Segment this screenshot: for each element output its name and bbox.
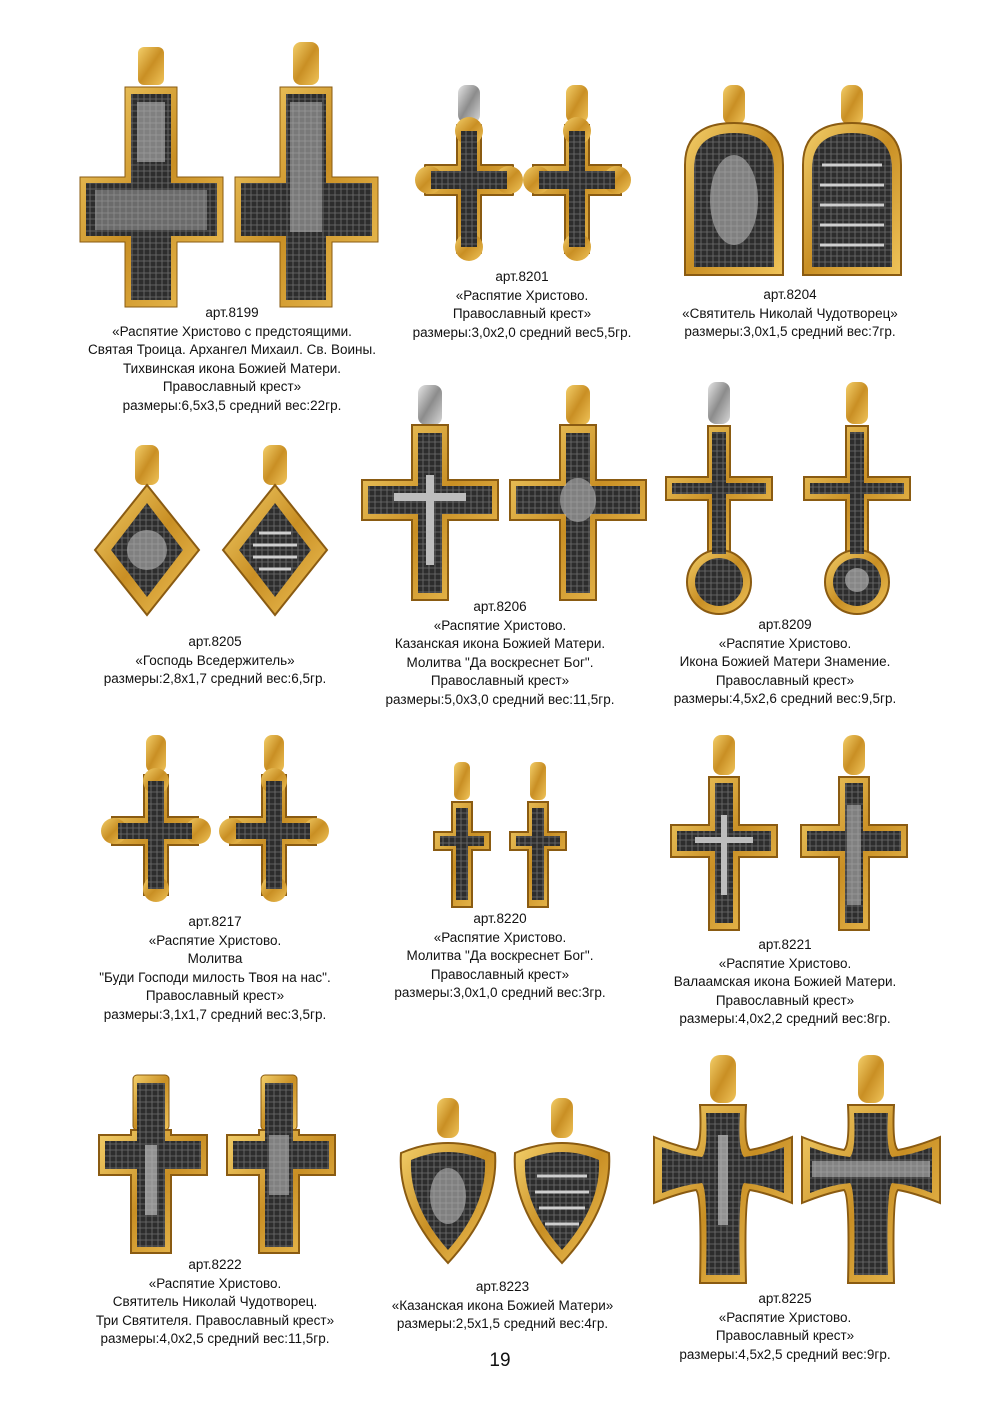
caption-8209: арт.8209 «Распятие Христово. Икона Божией Матери Знамение. Православный крест» размеры:4,5х2,6 средний вес:9,5гр. xyxy=(655,616,915,709)
article-number: арт.8206 xyxy=(473,599,527,614)
article-number: арт.8205 xyxy=(188,634,242,649)
pendant-pair-8201 xyxy=(415,85,630,265)
page-number: 19 xyxy=(489,1350,511,1371)
caption-8199: арт.8199 «Распятие Христово с предстоящими. Святая Троица. Архангел Михаил. Св. Воины. Тихвинская икона Божией Матери. Православный крест» размеры:6,5х3,5 средний вес:22гр. xyxy=(62,304,402,416)
size-weight: размеры:4,0х2,5 средний вес:11,5гр. xyxy=(100,1331,330,1347)
article-number: арт.8209 xyxy=(758,617,812,632)
cross-pendant-icon xyxy=(75,42,395,312)
caption-8217: арт.8217 «Распятие Христово. Молитва "Буди Господи милость Твоя на нас". Православный крест» размеры:3,1х1,7 средний вес:3,5гр. xyxy=(80,913,350,1025)
size-weight: размеры:3,0х1,5 средний вес:7гр. xyxy=(684,324,896,340)
caption-8206: арт.8206 «Распятие Христово. Казанская икона Божией Матери. Молитва "Да воскреснет Бог". Православный крест» размеры:5,0х3,0 средний вес:11,5гр. xyxy=(365,598,635,710)
article-number: арт.8220 xyxy=(473,911,527,926)
size-weight: размеры:3,0х1,0 средний вес:3гр. xyxy=(394,985,606,1001)
caption-8223: арт.8223 «Казанская икона Божией Матери» размеры:2,5х1,5 средний вес:4гр. xyxy=(375,1278,630,1334)
article-number: арт.8221 xyxy=(758,937,812,952)
article-number: арт.8199 xyxy=(205,305,259,320)
size-weight: размеры:6,5х3,5 средний вес:22гр. xyxy=(122,397,342,413)
caption-8220: арт.8220 «Распятие Христово. Молитва "Да воскреснет Бог". Православный крест» размеры:3,0х1,0 средний вес:3гр. xyxy=(375,910,625,1003)
size-weight: размеры:4,0х2,2 средний вес:8гр. xyxy=(679,1011,891,1027)
size-weight: размеры:3,0х2,0 средний вес5,5гр. xyxy=(412,324,632,340)
cross-medallion-pendant-icon xyxy=(660,382,920,622)
caption-8201: арт.8201 «Распятие Христово. Православный крест» размеры:3,0х2,0 средний вес5,5гр. xyxy=(392,268,652,342)
size-weight: размеры:5,0х3,0 средний вес:11,5гр. xyxy=(385,691,615,707)
flared-cross-pendant-icon xyxy=(652,1055,952,1285)
article-number: арт.8223 xyxy=(475,1279,530,1294)
caption-8225: арт.8225 «Распятие Христово. Православный крест» размеры:4,5х2,5 средний вес:9гр. xyxy=(655,1290,915,1364)
diamond-icon-pendant-icon xyxy=(95,445,335,620)
article-number: арт.8204 xyxy=(763,287,817,302)
pendant-pair-8222 xyxy=(95,1075,345,1255)
size-weight: размеры:2,5х1,5 средний вес:4гр. xyxy=(396,1316,609,1332)
pendant-pair-8221 xyxy=(665,735,915,935)
pendant-pair-8205 xyxy=(95,445,335,620)
arched-icon-pendant-icon xyxy=(680,85,910,285)
article-number: арт.8225 xyxy=(758,1291,812,1306)
trefoil-cross-pendant-icon xyxy=(415,85,630,265)
trefoil-cross-pendant-icon xyxy=(100,735,340,905)
narrow-cross-pendant-icon xyxy=(428,762,578,912)
article-number: арт.8222 xyxy=(188,1257,242,1272)
caption-8204: арт.8204 «Святитель Николай Чудотворец» размеры:3,0х1,5 средний вес:7гр. xyxy=(660,286,920,342)
size-weight: размеры:3,1х1,7 средний вес:3,5гр. xyxy=(103,1006,327,1022)
size-weight: размеры:4,5х2,5 средний вес:9гр. xyxy=(679,1346,891,1362)
pendant-pair-8217 xyxy=(100,735,340,905)
caption-8221: арт.8221 «Распятие Христово. Валаамская икона Божией Матери. Православный крест» размеры:4,0х2,2 средний вес:8гр. xyxy=(655,936,915,1029)
pendant-pair-8199 xyxy=(75,42,395,312)
pendant-pair-8209 xyxy=(660,382,920,622)
caption-8205: арт.8205 «Господь Вседержитель» размеры:2,8х1,7 средний вес:6,5гр. xyxy=(85,633,345,689)
triangle-icon-pendant-icon xyxy=(395,1098,615,1268)
cross-pendant-icon xyxy=(360,385,650,605)
pendant-pair-8206 xyxy=(360,385,650,605)
cross-pendant-icon xyxy=(95,1075,345,1255)
size-weight: размеры:4,5х2,6 средний вес:9,5гр. xyxy=(673,691,897,707)
pendant-pair-8225 xyxy=(652,1055,952,1285)
pendant-pair-8220 xyxy=(428,762,578,912)
cross-pendant-icon xyxy=(665,735,915,935)
size-weight: размеры:2,8х1,7 средний вес:6,5гр. xyxy=(103,671,327,687)
pendant-pair-8204 xyxy=(680,85,910,285)
article-number: арт.8201 xyxy=(495,269,549,284)
article-number: арт.8217 xyxy=(188,914,242,929)
caption-8222: арт.8222 «Распятие Христово. Святитель Николай Чудотворец. Три Святителя. Православный крест» размеры:4,0х2,5 средний вес:11,5гр. xyxy=(80,1256,350,1349)
pendant-pair-8223 xyxy=(395,1098,615,1268)
